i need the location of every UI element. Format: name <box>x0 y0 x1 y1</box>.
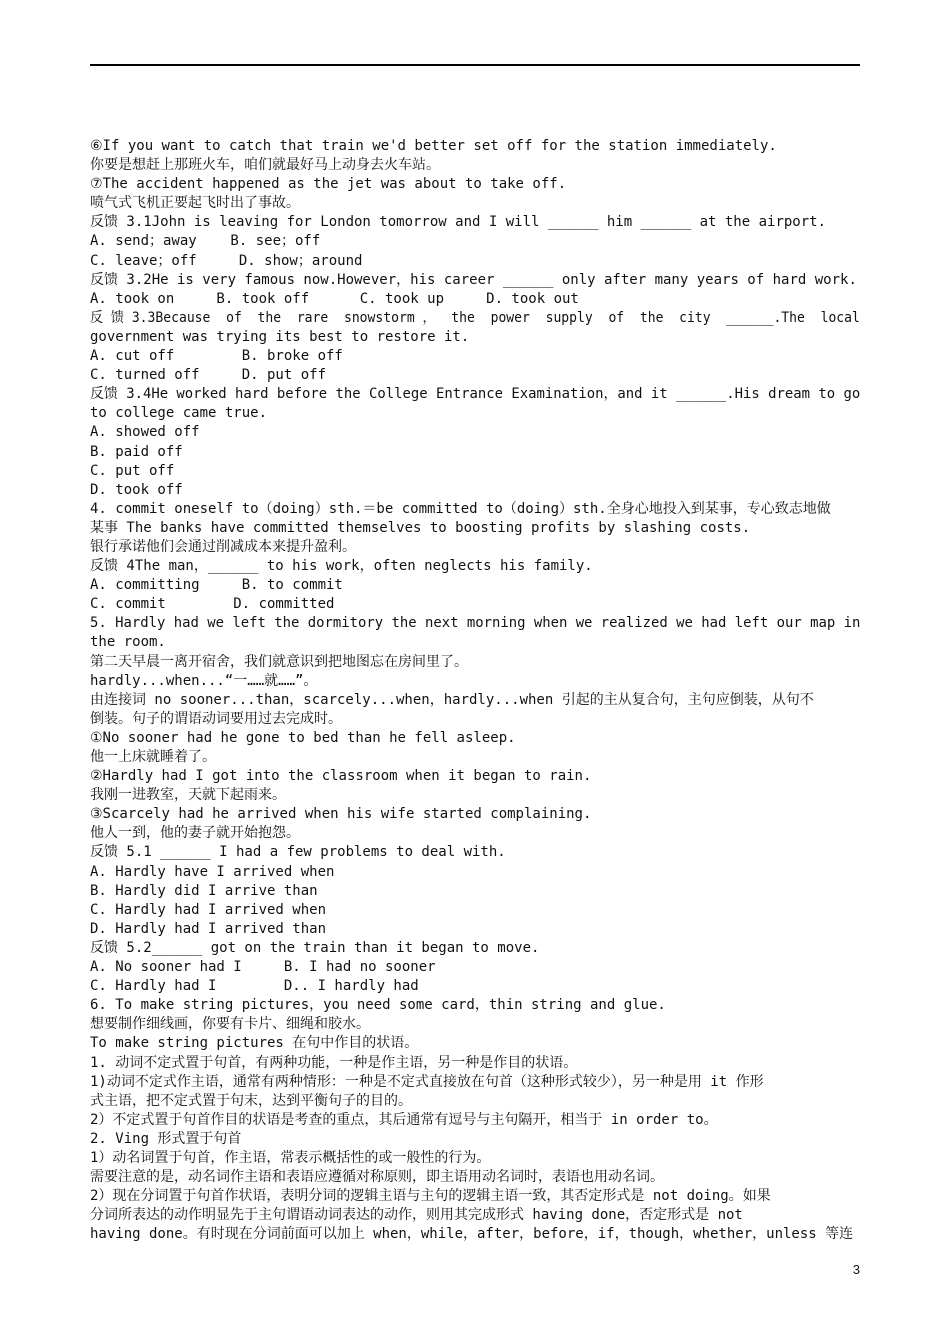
text-line: ①No sooner had he gone to bed than he fell asleep. <box>90 729 516 746</box>
text-line: to college came true. <box>90 405 268 422</box>
text-line: 需要注意的是，动名词作主语和表语应遵循对称原则，即主语用动名词时，表语也用动名词。 <box>90 1169 664 1186</box>
text-line: 某事 The banks have committed themselves to boosting profits by slashing costs. <box>90 519 751 536</box>
text-line: 4. commit oneself to（doing）sth.＝be committed to（doing）sth.全身心地投入到某事，专心致志地做 <box>90 500 831 517</box>
document-body <box>90 137 860 1244</box>
text-line: 反馈 5.1 ______ I had a few problems to deal with. <box>90 844 506 861</box>
text-line: 反馈 3.4He worked hard before the College Entrance Examination，and it ______.His dream to go <box>90 386 861 403</box>
text-line: hardly...when...“一……就……”。 <box>90 672 318 689</box>
text-line: government was trying its best to restore it. <box>90 328 470 345</box>
text-line: D. Hardly had I arrived than <box>90 920 327 937</box>
text-line: C. Hardly had I D.. I hardly had <box>90 978 419 995</box>
text-line: 第二天早晨一离开宿舍，我们就意识到把地图忘在房间里了。 <box>90 653 468 670</box>
text-line: 想要制作细线画，你要有卡片、细绳和胶水。 <box>90 1016 370 1033</box>
text-line: A. showed off <box>90 424 200 441</box>
text-line: 2. Ving 形式置于句首 <box>90 1130 242 1147</box>
text-line: 反馈 3.1John is leaving for London tomorrow and I will ______ him ______ at the airport. <box>90 214 827 231</box>
text-line: ⑥If you want to catch that train we'd better set off for the station immediately. <box>90 138 777 154</box>
text-line: A. No sooner had I B. I had no sooner <box>90 959 436 976</box>
text-line: ⑦The accident happened as the jet was about to take off. <box>90 176 567 193</box>
text-line: 我刚一进教室，天就下起雨来。 <box>90 787 286 804</box>
text-line: 他人一到，他的妻子就开始抱怨。 <box>90 825 300 842</box>
text-line: 分词所表达的动作明显先于主句谓语动词表达的动作，则用其完成形式 having done，否定形式是 not <box>90 1207 743 1224</box>
text-line: B. Hardly did I arrive than <box>90 882 318 899</box>
text-line: C. leave；off D. show；around <box>90 252 363 269</box>
text-line: C. put off <box>90 462 175 479</box>
text-line: 倒装。句子的谓语动词要用过去完成时。 <box>90 710 342 727</box>
text-line: ③Scarcely had he arrived when his wife started complaining. <box>90 806 592 823</box>
text-line: 反 馈 3.3Because of the rare snowstorm ， the power supply of the city ______.The local <box>90 309 860 326</box>
text-line: 2）不定式置于句首作目的状语是考查的重点，其后通常有逗号与主句隔开，相当于 in order to。 <box>90 1111 718 1128</box>
text-line: 1）动名词置于句首，作主语，常表示概括性的或一般性的行为。 <box>90 1149 491 1166</box>
text-line: A. Hardly have I arrived when <box>90 863 335 880</box>
text-line: 2）现在分词置于句首作状语，表明分词的逻辑主语与主句的逻辑主语一致，其否定形式是 not doing。如果 <box>90 1188 771 1205</box>
text-line: 由连接词 no sooner...than，scarcely...when，hardly...when 引起的主从复合句，主句应倒装，从句不 <box>90 691 814 708</box>
text-line: A. committing B. to commit <box>90 577 343 594</box>
text-line: the room. <box>90 634 166 651</box>
text-line: having done。有时现在分词前面可以加上 when，while，after，before，if，though，whether，unless 等连 <box>90 1226 854 1243</box>
text-line: B. paid off <box>90 443 183 460</box>
text-line: A. took on B. took off C. took up D. took out <box>90 290 579 307</box>
text-line: 喷气式飞机正要起飞时出了事故。 <box>90 195 300 212</box>
text-line: 6. To make string pictures，you need some card，thin string and glue. <box>90 997 666 1014</box>
text-line: 5. Hardly had we left the dormitory the next morning when we realized we had left our map in <box>90 615 861 632</box>
text-line: ②Hardly had I got into the classroom when it began to rain. <box>90 768 592 785</box>
header-rule <box>90 64 860 66</box>
text-line: 1. 动词不定式置于句首，有两种功能，一种是作主语，另一种是作目的状语。 <box>90 1054 578 1071</box>
text-line: 银行承诺他们会通过削减成本来提升盈利。 <box>90 538 356 555</box>
page-number: 3 <box>852 1262 860 1277</box>
text-line: C. Hardly had I arrived when <box>90 901 327 918</box>
text-line: A. cut off B. broke off <box>90 348 343 365</box>
text-line: 反馈 5.2______ got on the train than it began to move. <box>90 939 540 956</box>
text-line: C. turned off D. put off <box>90 367 327 384</box>
text-line: C. commit D. committed <box>90 596 335 613</box>
text-line: A. send；away B. see；off <box>90 233 321 250</box>
text-line: 他一上床就睡着了。 <box>90 749 216 765</box>
text-line: D. took off <box>90 481 183 498</box>
text-line: 反馈 3.2He is very famous now.However，his career ______ only after many years of hard work. <box>90 271 857 288</box>
text-line: 你要是想赶上那班火车，咱们就最好马上动身去火车站。 <box>90 157 440 174</box>
text-line: 1)动词不定式作主语，通常有两种情形：一种是不定式直接放在句首（这种形式较少），另一种是用 it 作形 <box>90 1073 764 1090</box>
text-line: 式主语，把不定式置于句末，达到平衡句子的目的。 <box>90 1092 412 1109</box>
text-line: 反馈 4The man，______ to his work，often neglects his family. <box>90 558 593 575</box>
text-line: To make string pictures 在句中作目的状语。 <box>90 1035 419 1052</box>
